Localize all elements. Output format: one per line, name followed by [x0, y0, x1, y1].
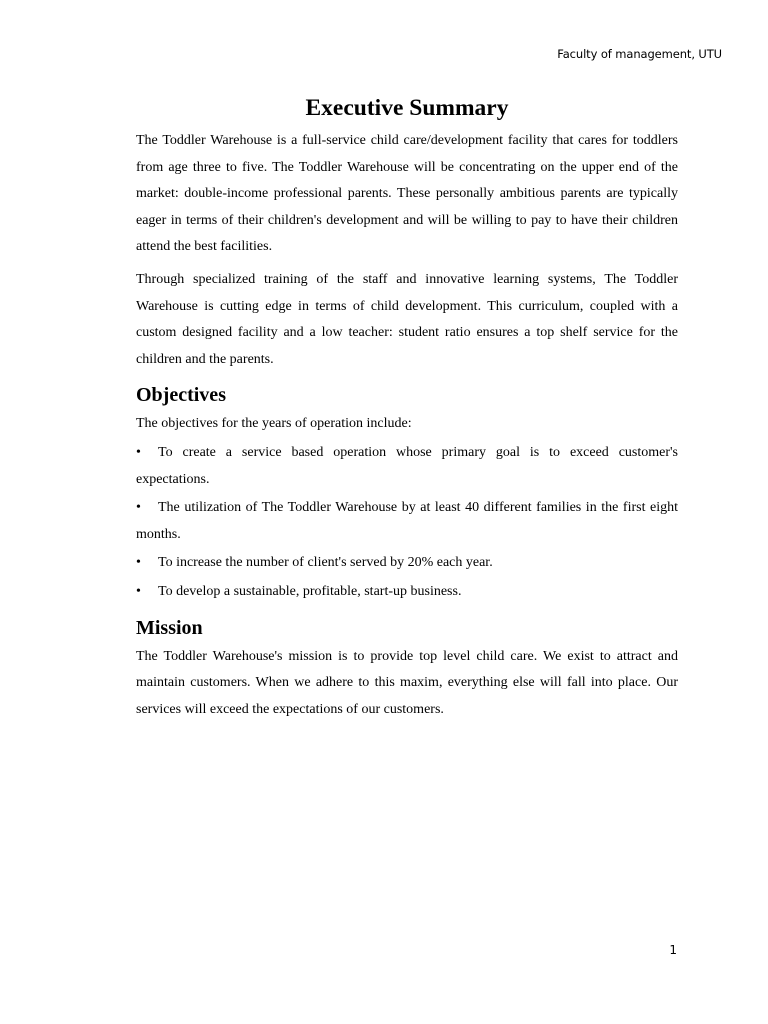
objectives-heading: Objectives — [136, 384, 226, 407]
mission-paragraph: The Toddler Warehouse's mission is to provide top level child care. We exist to attract and maintain customers. When we adhere to this maxim, everything else will fall into place. Our services will exceed the expectations of our customers. — [136, 648, 678, 717]
objectives-intro: The objectives for the years of operation include: — [136, 416, 412, 432]
objective-text: The utilization of The Toddler Warehouse by at least 40 different families in the first eight months. — [136, 500, 678, 542]
page-content — [136, 92, 678, 729]
page-title: Executive Summary — [305, 95, 509, 121]
bullet-icon: • — [136, 583, 141, 599]
summary-paragraph: The Toddler Warehouse is a full-service child care/development facility that cares for toddlers from age three to five. The Toddler Warehouse will be concentrating on the upper end of the market: double-income professional parents. These personally ambitious parents are typically eager in terms of their children's development and will be willing to pay to have their children attend the best facilities. — [136, 133, 678, 255]
objectives-list — [136, 440, 678, 606]
bullet-icon: • — [136, 444, 141, 460]
running-header: Faculty of management, UTU — [557, 47, 722, 61]
summary-paragraph: Through specialized training of the staff and innovative learning systems, The Toddler Warehouse is cutting edge in terms of child development. This curriculum, coupled with a custom designed facility and a low teacher: student ratio ensures a top shelf service for the children and the parents. — [136, 271, 678, 367]
objective-text: To create a service based operation whose primary goal is to exceed customer's expectations. — [136, 444, 678, 487]
objective-item — [136, 579, 678, 606]
bullet-icon: • — [136, 555, 141, 571]
mission-heading: Mission — [136, 616, 203, 639]
page-number: 1 — [669, 943, 677, 957]
objective-text: To develop a sustainable, profitable, start-up business. — [158, 583, 462, 599]
objective-text: To increase the number of client's served by 20% each year. — [158, 555, 493, 571]
bullet-icon: • — [136, 500, 141, 516]
objective-item — [136, 440, 678, 493]
objective-item — [136, 495, 678, 548]
objective-item — [136, 550, 678, 577]
